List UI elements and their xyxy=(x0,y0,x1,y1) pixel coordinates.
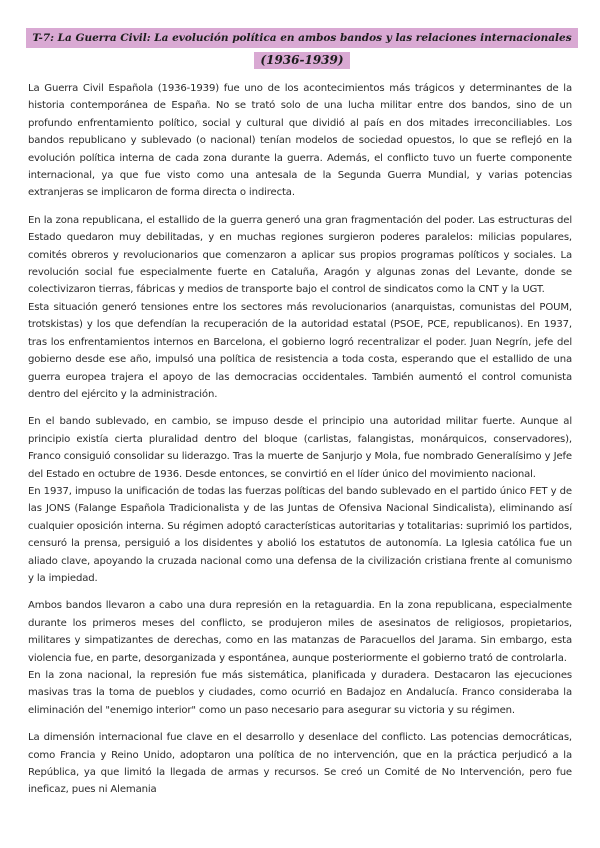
title-years: (1936-1939) xyxy=(254,52,349,69)
paragraph-national-repression: En la zona nacional, la represión fue más sistemática, planificada y duradera. Destacaron las ejecuciones masivas tras la toma de pueblos y ciudades, como ocurrió en Badajoz en Andalucía. Franco consideraba la eliminación del "enemigo interior" como un paso necesario para asegurar su victoria y su régimen. xyxy=(28,670,572,716)
paragraph-international: La dimensión internacional fue clave en el desarrollo y desenlace del conflicto. Las potencias democráticas, como Francia y Reino Unido, adoptaron una política de no intervención, que en la práctica perjudicó a la República, ya que limitó la llegada de armas y recursos. Se creó un Comité de No Intervención, pero fue ineficaz, pues ni Alemania xyxy=(28,732,572,796)
paragraph-sublevado-zone: En el bando sublevado, en cambio, se impuso desde el principio una autoridad militar fuerte. Aunque al principio existía cierta pluralidad dentro del bloque (carlistas, falangistas, monárquicos, conservadores), Franco consiguió consolidar su liderazgo. Tras la muerte de Sanjurjo y Mola, fue nombrado Generalísimo y Jefe del Estado en octubre de 1936. Desde entonces, se convirtió en el líder único del movimiento nacional. xyxy=(28,416,572,480)
title-block xyxy=(26,28,578,69)
paragraph-intro: La Guerra Civil Española (1936-1939) fue uno de los acontecimientos más trágicos y determinantes de la historia contemporánea de España. No se trató solo de una lucha militar entre dos bandos, sino de un profundo enfrentamiento político, social y cultural que dividió al país en dos mitades irreconciliables. Los bandos republicano y sublevado (o nacional) tenían modelos de sociedad opuestos, lo que se reflejó en la evolución política interna de cada zona durante la guerra. Además, el conflicto tuvo un fuerte componente internacional, ya que fue visto como una antesala de la Segunda Guerra Mundial, y varias potencias extranjeras se implicaron de forma directa o indirecta. xyxy=(28,83,572,199)
paragraph-republican-zone: En la zona republicana, el estallido de la guerra generó una gran fragmentación del poder. Las estructuras del Estado quedaron muy debilitadas, y en muchas regiones surgieron poderes paralelos: milicias populares, comités obreros y revolucionarios que comenzaron a aplicar sus propios programas políticos y sociales. La revolución social fue especialmente fuerte en Cataluña, Aragón y algunas zonas del Levante, donde se colectivizaron tierras, fábricas y medios de transporte bajo el control de sindicatos como la CNT y la UGT. xyxy=(28,214,572,296)
body-text xyxy=(28,80,572,799)
page-title: T-7: La Guerra Civil: La evolución política en ambos bandos y las relaciones internacionales xyxy=(26,28,578,48)
paragraph-repression: Ambos bandos llevaron a cabo una dura represión en la retaguardia. En la zona republicana, especialmente durante los primeros meses del conflicto, se produjeron miles de asesinatos de religiosos, propietarios, militares y simpatizantes de derechas, como en las matanzas de Paracuellos del Jarama. Sin embargo, esta violencia fue, en parte, desorganizada y espontánea, aunque posteriormente el gobierno trató de controlarla. xyxy=(28,600,572,664)
paragraph-republican-tensions: Esta situación generó tensiones entre los sectores más revolucionarios (anarquistas, comunistas del POUM, trotskistas) y los que defendían la recuperación de la autoridad estatal (PSOE, PCE, republicanos). En 1937, tras los enfrentamientos internos en Barcelona, el gobierno logró recentralizar el poder. Juan Negrín, jefe del gobierno desde ese año, impulsó una política de resistencia a toda costa, esperando que el estallido de una guerra europea trajera el apoyo de las democracias occidentales. También aumentó el control comunista dentro del ejército y la administración. xyxy=(28,301,572,400)
paragraph-unification: En 1937, impuso la unificación de todas las fuerzas políticas del bando sublevado en el partido único FET y de las JONS (Falange Española Tradicionalista y de las Juntas de Ofensiva Nacional Sindicalista), eliminando así cualquier oposición interna. Su régimen adoptó características autoritarias y totalitarias: suprimió los partidos, censuró la prensa, persiguió a los disidentes y abolió los estatutos de autonomía. La Iglesia católica fue un aliado clave, apoyando la cruzada nacional como una defensa de la civilización cristiana frente al comunismo y la impiedad. xyxy=(28,485,572,584)
